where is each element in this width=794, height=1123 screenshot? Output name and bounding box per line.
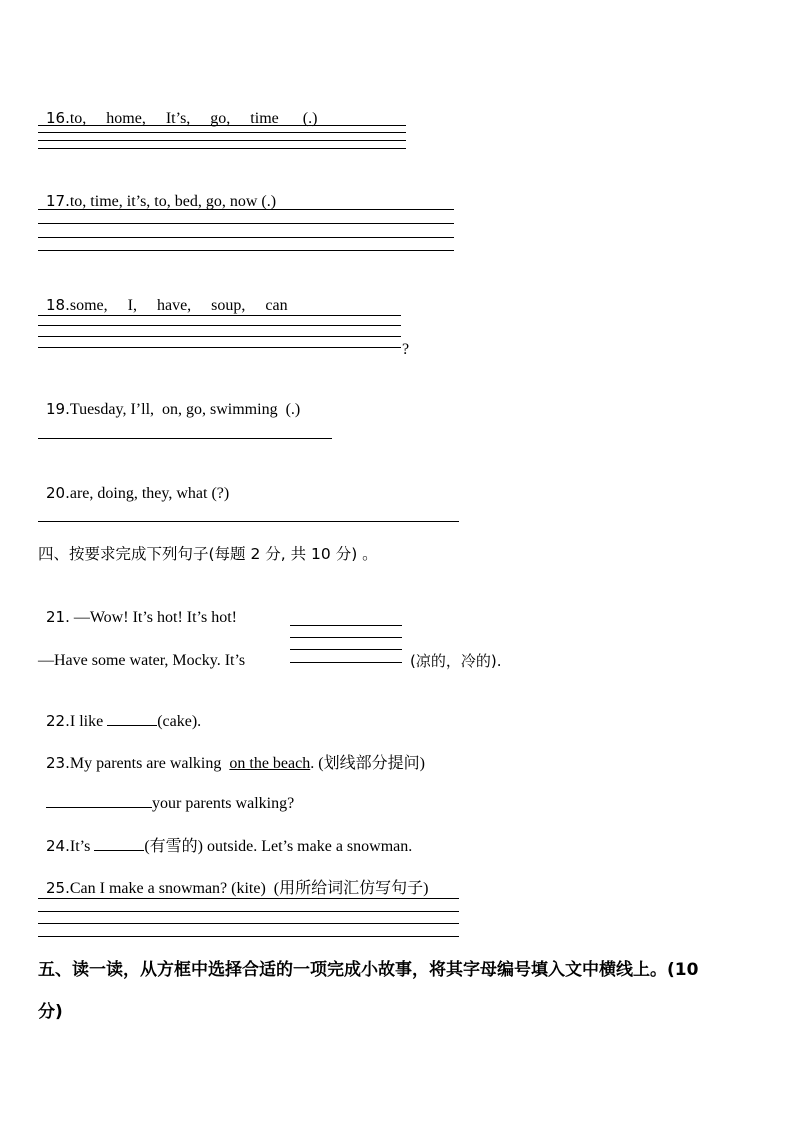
- answer-line[interactable]: [38, 209, 454, 210]
- answer-line[interactable]: [38, 336, 401, 337]
- section-5-heading-cont: 分): [38, 1002, 63, 1022]
- question-21-hint: (凉的，冷的).: [410, 652, 502, 670]
- question-20: [38, 463, 229, 504]
- question-number: 20.: [46, 484, 70, 502]
- answer-line[interactable]: [290, 637, 402, 638]
- section-5-heading: 五、读一读，从方框中选择合适的一项完成小故事，将其字母编号填入文中横线上。(10: [38, 960, 699, 980]
- question-number: 24.: [46, 837, 70, 855]
- question-number: 21.: [46, 608, 70, 626]
- answer-line[interactable]: [38, 936, 459, 937]
- answer-line[interactable]: [38, 315, 401, 316]
- question-number: 16.: [46, 109, 70, 127]
- question-19: [38, 379, 300, 420]
- answer-line[interactable]: [38, 132, 406, 133]
- section-4-heading: 四、按要求完成下列句子(每题 2 分, 共 10 分) 。: [38, 545, 378, 563]
- question-24: [38, 816, 412, 857]
- question-23-answer: [38, 774, 294, 814]
- answer-line[interactable]: [38, 911, 459, 912]
- question-23: [38, 733, 425, 774]
- question-prompt: Tuesday, I’ll, on, go, swimming (.): [69, 401, 301, 418]
- question-end-mark: ?: [402, 341, 410, 358]
- question-prompt: to, home, It’s, go, time (.): [69, 110, 318, 127]
- underlined-phrase: on the beach: [229, 755, 311, 772]
- answer-line[interactable]: [38, 140, 406, 141]
- answer-line[interactable]: [38, 898, 459, 899]
- answer-line[interactable]: [290, 625, 402, 626]
- question-16: [38, 88, 317, 129]
- answer-line[interactable]: [38, 325, 401, 326]
- answer-line[interactable]: [290, 649, 402, 650]
- question-number: 22.: [46, 712, 70, 730]
- question-number: 23.: [46, 754, 70, 772]
- answer-line[interactable]: [38, 521, 459, 522]
- question-25: [38, 858, 428, 899]
- answer-line[interactable]: [38, 347, 401, 348]
- question-18: [38, 275, 288, 316]
- question-prompt: some, I, have, soup, can: [69, 297, 288, 314]
- answer-line[interactable]: [38, 923, 459, 924]
- fill-blank[interactable]: [46, 807, 152, 808]
- question-prompt-start: I like: [69, 713, 108, 730]
- question-prompt: are, doing, they, what (?): [69, 485, 230, 502]
- answer-line[interactable]: [38, 237, 454, 238]
- answer-line[interactable]: [38, 223, 454, 224]
- question-number: 19.: [46, 400, 70, 418]
- fill-blank[interactable]: [94, 850, 144, 851]
- answer-sentence-end: your parents walking?: [152, 795, 295, 812]
- answer-line[interactable]: [38, 250, 454, 251]
- answer-line[interactable]: [38, 148, 406, 149]
- question-prompt-end: (有雪的) outside. Let’s make a snowman.: [144, 838, 413, 855]
- question-number: 18.: [46, 296, 70, 314]
- question-prompt: Can I make a snowman? (kite) (用所给词汇仿写句子): [69, 880, 429, 897]
- question-number: 17.: [46, 192, 70, 210]
- question-prompt-end: . (划线部分提问): [310, 755, 425, 772]
- question-22: [38, 691, 201, 732]
- answer-line[interactable]: [38, 125, 406, 126]
- question-prompt-start: It’s: [69, 838, 95, 855]
- answer-line[interactable]: [38, 438, 332, 439]
- question-prompt: —Wow! It’s hot! It’s hot!: [69, 609, 237, 626]
- question-21-reply: —Have some water, Mocky. It’s: [38, 652, 246, 669]
- fill-blank[interactable]: [107, 725, 157, 726]
- question-prompt-start: My parents are walking: [69, 755, 230, 772]
- question-21: [38, 587, 237, 628]
- answer-line[interactable]: [290, 662, 402, 663]
- question-number: 25.: [46, 879, 70, 897]
- question-prompt: to, time, it’s, to, bed, go, now (.): [69, 193, 277, 210]
- question-17: [38, 171, 276, 212]
- question-prompt-end: (cake).: [157, 713, 202, 730]
